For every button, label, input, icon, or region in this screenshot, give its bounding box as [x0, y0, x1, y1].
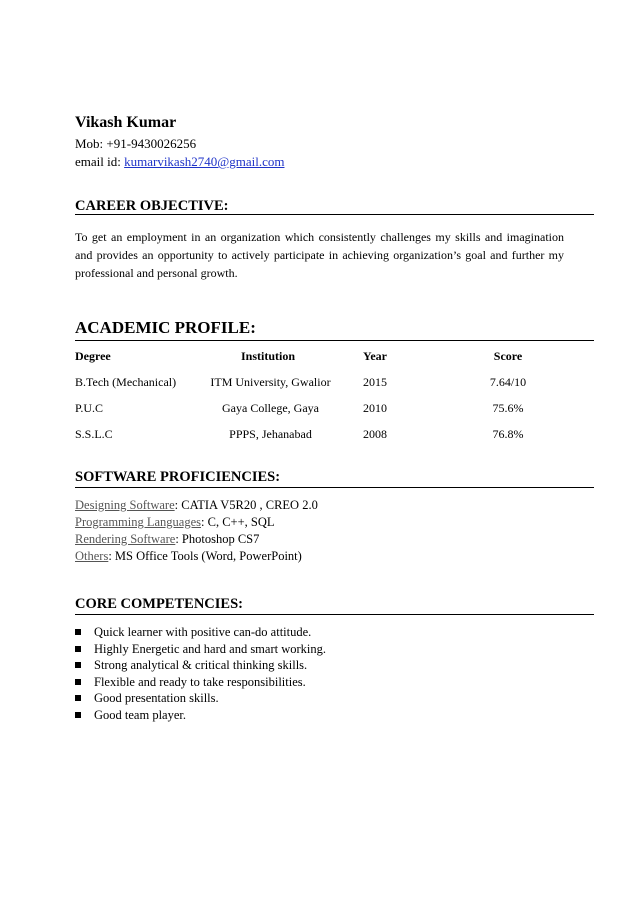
academic-profile-rule — [75, 340, 594, 341]
square-bullet-icon — [75, 629, 81, 635]
table-cell: 75.6% — [492, 401, 524, 415]
list-item — [75, 625, 326, 642]
square-bullet-icon — [75, 646, 81, 652]
square-bullet-icon — [75, 679, 81, 685]
table-cell: Gaya College, Gaya — [222, 401, 319, 415]
table-cell: PPPS, Jehanabad — [229, 427, 312, 441]
competency-text: Strong analytical & critical thinking skills. — [94, 658, 308, 673]
email-link[interactable]: kumarvikash2740@gmail.com — [124, 154, 285, 169]
table-cell: 76.8% — [492, 427, 524, 441]
competency-text: Flexible and ready to take responsibilities. — [94, 674, 306, 689]
table-cell: P.U.C — [75, 401, 104, 415]
career-objective-heading: CAREER OBJECTIVE: — [75, 198, 229, 214]
table-cell: 7.64/10 — [489, 375, 527, 389]
career-objective-rule — [75, 214, 594, 215]
competencies-list — [75, 625, 326, 725]
academic-profile-heading: ACADEMIC PROFILE: — [75, 318, 256, 337]
competencies-heading: CORE COMPETENCIES: — [75, 596, 243, 612]
software-item-key: Rendering Software — [75, 532, 176, 546]
software-item-programming — [75, 515, 275, 530]
competency-text: Quick learner with positive can-do attitude. — [94, 625, 312, 639]
list-item — [75, 658, 326, 675]
software-item-value: : CATIA V5R20 , CREO 2.0 — [174, 498, 318, 512]
table-cell: 2008 — [363, 427, 387, 441]
table-cell: B.Tech (Mechanical) — [75, 375, 177, 389]
column-header-degree: Degree — [75, 349, 111, 363]
software-item-value: : C, C++, SQL — [201, 515, 275, 529]
square-bullet-icon — [75, 662, 81, 668]
competency-text: Good team player. — [94, 707, 186, 722]
table-cell: S.S.L.C — [75, 427, 113, 441]
software-rule — [75, 487, 594, 488]
software-item-value: : MS Office Tools (Word, PowerPoint) — [108, 549, 302, 563]
column-header-score: Score — [493, 349, 523, 363]
software-item-key: Designing Software — [75, 498, 175, 512]
software-item-others — [75, 549, 302, 564]
competency-text: Highly Energetic and hard and smart working. — [94, 641, 327, 656]
list-item — [75, 691, 326, 708]
career-objective-text: To get an employment in an organization which consistently challenges my skills and imagination and provides an opportunity to actively participate in achieving organization’s goal and further my professional and personal growth. — [75, 230, 564, 280]
candidate-name: Vikash Kumar — [75, 114, 177, 131]
column-header-institution: Institution — [240, 349, 296, 363]
competency-text: Good presentation skills. — [94, 691, 219, 706]
list-item — [75, 708, 326, 725]
square-bullet-icon — [75, 695, 81, 701]
email-label: email id: — [75, 154, 125, 169]
software-item-rendering — [75, 532, 259, 547]
email-line — [75, 154, 284, 170]
table-cell: ITM University, Gwalior — [210, 375, 331, 389]
software-item-value: : Photoshop CS7 — [175, 532, 260, 546]
list-item — [75, 675, 326, 692]
table-cell: 2015 — [363, 375, 387, 389]
software-item-designing — [75, 498, 318, 513]
software-heading: SOFTWARE PROFICIENCIES: — [75, 469, 281, 485]
column-header-year: Year — [363, 349, 387, 363]
mobile-number: Mob: +91-9430026256 — [75, 136, 197, 151]
square-bullet-icon — [75, 712, 81, 718]
software-item-key: Others — [75, 549, 109, 563]
competencies-rule — [75, 614, 594, 615]
list-item — [75, 642, 326, 659]
table-cell: 2010 — [363, 401, 387, 415]
software-item-key: Programming Languages — [75, 515, 202, 529]
